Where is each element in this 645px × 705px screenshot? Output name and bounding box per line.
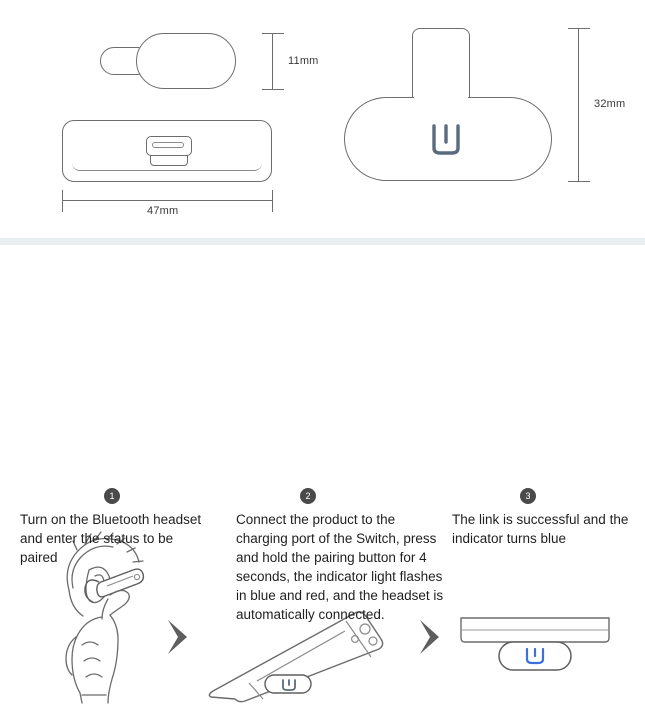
dim-47mm-label: 47mm	[147, 205, 179, 217]
step-arrow-2-notch	[420, 620, 430, 654]
dongle-neck-joint-mask	[414, 96, 468, 104]
dim-47mm-tick-right	[272, 190, 273, 212]
step-badge-3: 3	[520, 488, 536, 504]
usb-c-port	[146, 136, 192, 156]
dim-47mm-tick-left	[62, 190, 63, 212]
dim-11mm-tick-bottom	[262, 89, 284, 90]
earbud-body-shape	[136, 33, 236, 89]
section-divider	[0, 238, 645, 245]
step-caption-3: The link is successful and the indicator turns blue	[452, 512, 629, 546]
dongle-connected-illustration	[455, 610, 615, 695]
dim-32mm-tick-bottom	[568, 181, 590, 182]
dim-32mm-extension-line	[578, 28, 579, 181]
dim-11mm-label: 11mm	[288, 55, 319, 67]
dim-32mm-label: 32mm	[594, 98, 626, 110]
step-arrow-1-notch	[168, 620, 178, 654]
switch-n-logo-icon	[431, 124, 461, 156]
dongle-connector-neck	[412, 28, 470, 102]
step-caption-2: Connect the product to the charging port of the Switch, press and hold the pairing button for 4 seconds, the indicator light flashes in blue and red, and the headset is automatically connected.	[236, 512, 444, 622]
hand-illustration	[52, 575, 172, 705]
dim-32mm-tick-top	[568, 28, 590, 29]
dim-11mm-extension-line	[272, 33, 273, 89]
usb-c-port-stem	[150, 155, 188, 166]
pairing-steps-panel	[0, 245, 645, 645]
dim-47mm-extension-line	[62, 200, 272, 201]
step-caption-1: Turn on the Bluetooth headset and enter the status to be paired	[20, 512, 202, 565]
step-badge-2: 2	[300, 488, 316, 504]
product-dimensions-panel	[0, 0, 645, 238]
dim-11mm-tick-top	[262, 33, 284, 34]
step-badge-1: 1	[104, 488, 120, 504]
